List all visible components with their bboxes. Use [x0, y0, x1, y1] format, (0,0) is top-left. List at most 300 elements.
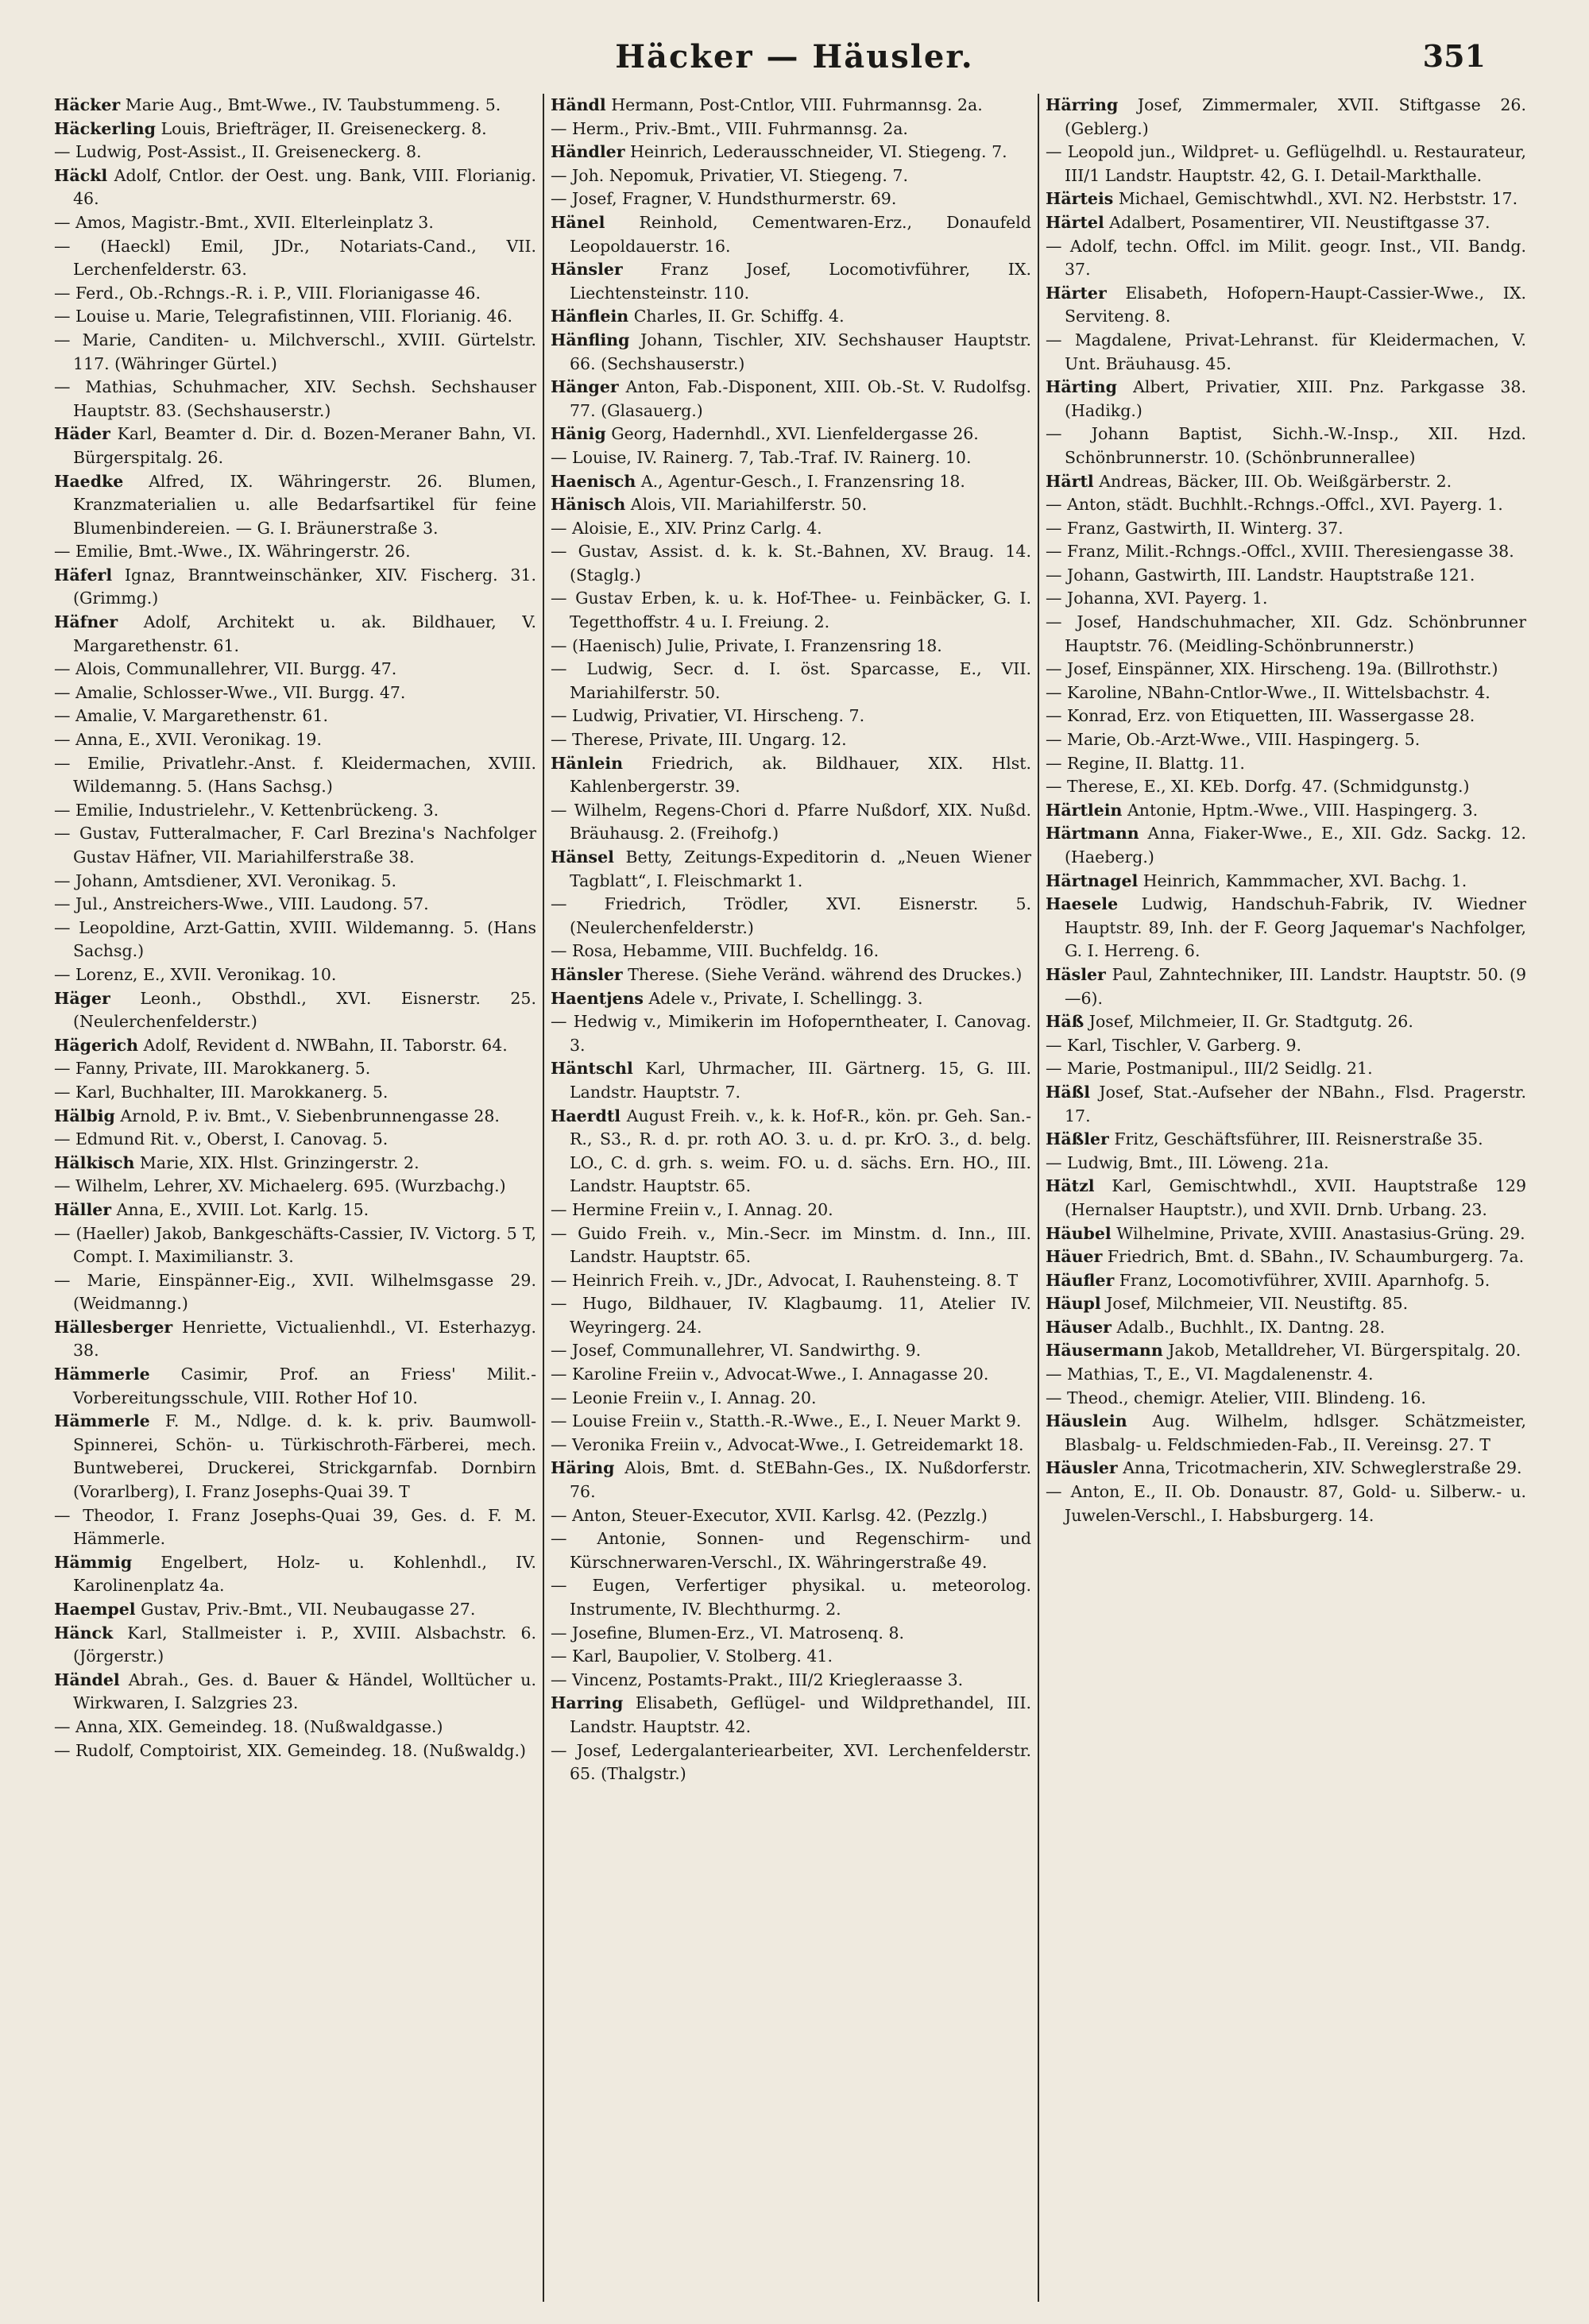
directory-entry — [1046, 376, 1526, 423]
entry-text: — Edmund Rit. v., Oberst, I. Canovag. 5. — [54, 1129, 389, 1149]
directory-entry — [551, 540, 1031, 587]
entry-text: — Ludwig, Privatier, VI. Hirscheng. 7. — [551, 706, 865, 726]
entry-text: — Josef, Ledergalanteriearbeiter, XVI. Lerchenfelderstr. 65. (Thalgstr.) — [551, 1740, 1031, 1784]
directory-entry — [54, 1128, 536, 1152]
entry-text: — Lorenz, E., XVII. Veronikag. 10. — [54, 964, 337, 984]
entry-surname: Härteis — [1046, 189, 1114, 209]
entry-surname: Häubel — [1046, 1223, 1112, 1243]
directory-entry — [551, 1739, 1031, 1786]
entry-surname: Hätzl — [1046, 1176, 1095, 1196]
entry-text: Franz Josef, Locomotivführer, IX. Liechtensteinstr. 110. — [570, 260, 1031, 303]
directory-entry — [551, 728, 1031, 752]
directory-entry — [551, 446, 1031, 470]
directory-entry — [551, 1339, 1031, 1363]
entry-text: — (Haeller) Jakob, Bankgeschäfts-Cassier, IV. Victorg. 5 T, Compt. I. Maximilianstr. 3. — [54, 1223, 536, 1267]
directory-entry — [1046, 1245, 1526, 1269]
entry-text: — Konrad, Erz. von Etiquetten, III. Wassergasse 28. — [1046, 706, 1475, 726]
entry-surname: Härtmann — [1046, 824, 1139, 844]
directory-entry — [54, 1057, 536, 1081]
entry-text: — Jul., Anstreichers-Wwe., VIII. Laudong. 57. — [54, 894, 429, 914]
directory-entry — [551, 1692, 1031, 1739]
entry-text: Gustav, Priv.-Bmt., VII. Neubaugasse 27. — [135, 1600, 476, 1619]
entry-surname: Händel — [54, 1670, 120, 1689]
directory-entry — [551, 1199, 1031, 1222]
entry-text: — Johann Baptist, Sichh.-W.-Insp., XII. Hzd. Schönbrunnerstr. 10. (Schönbrunnerallee) — [1046, 424, 1526, 467]
directory-entry — [551, 1622, 1031, 1646]
directory-entry — [54, 1152, 536, 1176]
directory-entry — [54, 893, 536, 917]
directory-entry — [1046, 141, 1526, 187]
entry-surname: Häferl — [54, 565, 113, 585]
directory-entry — [54, 470, 536, 541]
entry-text: Johann, Tischler, XIV. Sechshauser Hauptstr. 66. (Sechshauserstr.) — [570, 330, 1031, 373]
entry-surname: Händler — [551, 142, 625, 162]
directory-entry — [54, 376, 536, 423]
entry-text: — Adolf, techn. Offcl. im Milit. geogr. Inst., VII. Bandg. 37. — [1046, 236, 1526, 280]
entry-text: — Anna, E., XVII. Veronikag. 19. — [54, 730, 322, 750]
entry-text: Josef, Zimmermaler, XVII. Stiftgasse 26. (Geblerg.) — [1065, 95, 1526, 138]
entry-text: — Eugen, Verfertiger physikal. u. meteorolog. Instrumente, IV. Blechthurmg. 2. — [551, 1576, 1031, 1619]
directory-entry — [551, 1574, 1031, 1621]
entry-surname: Häntschl — [551, 1059, 633, 1079]
entry-text: — Joh. Nepomuk, Privatier, VI. Stiegeng. 7. — [551, 165, 908, 185]
directory-entry — [54, 282, 536, 306]
entry-text: Adolf, Architekt u. ak. Bildhauer, V. Margarethenstr. 61. — [73, 612, 536, 655]
directory-entry — [551, 1105, 1031, 1199]
directory-entry — [1046, 1057, 1526, 1081]
directory-entry — [551, 1269, 1031, 1293]
entry-text: — Rosa, Hebamme, VIII. Buchfeldg. 16. — [551, 941, 880, 961]
entry-text: — Therese, Private, III. Ungarg. 12. — [551, 730, 847, 750]
entry-surname: Härtel — [1046, 212, 1104, 232]
directory-entry — [1046, 1128, 1526, 1152]
directory-entry — [1046, 587, 1526, 611]
entry-text: — Louise Freiin v., Statth.-R.-Wwe., E., I. Neuer Markt 9. — [551, 1411, 1022, 1431]
entry-text: — Hedwig v., Mimikerin im Hofoperntheater, I. Canovag. 3. — [551, 1012, 1031, 1055]
directory-entry — [1046, 681, 1526, 705]
entry-text: Wilhelmine, Private, XVIII. Anastasius-Grüng. 29. — [1111, 1223, 1525, 1243]
entry-surname: Häfner — [54, 612, 118, 632]
entry-text: — Amalie, V. Margarethenstr. 61. — [54, 706, 329, 726]
directory-entry — [551, 752, 1031, 799]
entry-text: — Friedrich, Trödler, XVI. Eisnerstr. 5. (Neulerchenfelderstr.) — [551, 894, 1031, 937]
entry-surname: Hänel — [551, 212, 605, 232]
entry-text: — Karoline, NBahn-Cntlor-Wwe., II. Wittelsbachstr. 4. — [1046, 682, 1490, 702]
entry-surname: Hänlein — [551, 753, 624, 773]
directory-entry — [1046, 470, 1526, 494]
directory-entry — [54, 728, 536, 752]
entry-text: Anna, Fiaker-Wwe., E., XII. Gdz. Sackg. 12. (Haeberg.) — [1065, 824, 1526, 867]
entry-text: Marie, XIX. Hlst. Grinzingerstr. 2. — [134, 1152, 419, 1172]
directory-entry — [54, 1269, 536, 1316]
entry-text: — Regine, II. Blattg. 11. — [1046, 753, 1245, 773]
entry-text: — Fanny, Private, III. Marokkanerg. 5. — [54, 1059, 371, 1079]
entry-text: Hermann, Post-Cntlor, VIII. Fuhrmannsg. 2a. — [605, 95, 983, 114]
entry-text: — Emilie, Bmt.-Wwe., IX. Währingerstr. 26. — [54, 542, 411, 562]
directory-entry — [551, 893, 1031, 940]
page-header — [0, 30, 1589, 86]
directory-entry — [1046, 1480, 1526, 1527]
entry-text: — Herm., Priv.-Bmt., VIII. Fuhrmannsg. 2a. — [551, 118, 908, 138]
entry-text: Jakob, Metalldreher, VI. Bürgerspitalg. 20. — [1162, 1341, 1521, 1361]
entry-text: — Ferd., Ob.-Rchngs.-R. i. P., VIII. Florianigasse 46. — [54, 283, 481, 303]
entry-text: Heinrich, Kammmacher, XVI. Bachg. 1. — [1138, 871, 1467, 890]
directory-entry — [551, 493, 1031, 517]
directory-entry — [1046, 1387, 1526, 1411]
entry-surname: Häuer — [1046, 1247, 1103, 1267]
entry-text: August Freih. v., k. k. Hof-R., kön. pr. Geh. San.-R., S3., R. d. pr. roth AO. 3. u. d. pr. KrO. 3., d. belg. LO., C. d. grh. s. weim. FO. u. d. sächs. Ern. HO., III. Landstr. Hauptstr. 65. — [570, 1106, 1031, 1196]
directory-entry — [1046, 1081, 1526, 1128]
directory-entry — [1046, 1410, 1526, 1457]
directory-entry — [1046, 799, 1526, 823]
entry-text: — Gustav, Assist. d. k. k. St.-Bahnen, XV. Braug. 14. (Staglg.) — [551, 542, 1031, 585]
directory-entry — [551, 799, 1031, 846]
directory-entry — [1046, 211, 1526, 235]
entry-surname: Häuser — [1046, 1317, 1112, 1337]
entry-surname: Härtnagel — [1046, 871, 1139, 890]
directory-entry — [54, 987, 536, 1034]
entry-text: Josef, Milchmeier, VII. Neustiftg. 85. — [1100, 1294, 1409, 1314]
directory-entry — [54, 1716, 536, 1739]
entry-surname: Haenisch — [551, 471, 636, 491]
directory-entry — [54, 1175, 536, 1199]
entry-surname: Härtl — [1046, 471, 1094, 491]
directory-entry — [1046, 282, 1526, 329]
entry-text: Elisabeth, Geflügel- und Wildprethandel, III. Landstr. Hauptstr. 42. — [570, 1693, 1031, 1736]
entry-text: — Theod., chemigr. Atelier, VIII. Blindeng. 16. — [1046, 1388, 1426, 1407]
entry-text: Casimir, Prof. an Friess' Milit.-Vorbereitungsschule, VIII. Rother Hof 10. — [73, 1365, 536, 1407]
entry-text: — Josef, Communallehrer, VI. Sandwirthg. 9. — [551, 1341, 922, 1361]
entry-surname: Hänflein — [551, 307, 629, 326]
entry-text: — Wilhelm, Lehrer, XV. Michaelerg. 695. (Wurzbachg.) — [54, 1176, 506, 1196]
directory-entry — [54, 1034, 536, 1058]
entry-text: Andreas, Bäcker, III. Ob. Weißgärberstr. 2. — [1093, 471, 1452, 491]
entry-text: Albert, Privatier, XIII. Pnz. Parkgasse 38. (Hadikg.) — [1065, 377, 1526, 420]
entry-surname: Häßl — [1046, 1082, 1091, 1102]
directory-entry — [1046, 187, 1526, 211]
entry-surname: Häckerling — [54, 118, 156, 138]
directory-entry — [551, 94, 1031, 118]
directory-entry — [551, 1645, 1031, 1669]
directory-entry — [551, 164, 1031, 188]
entry-surname: Hägerich — [54, 1035, 139, 1055]
directory-entry — [1046, 564, 1526, 588]
column-left — [48, 94, 543, 2302]
entry-text: — Louise u. Marie, Telegrafistinnen, VIII. Florianig. 46. — [54, 307, 513, 326]
directory-entry — [1046, 1175, 1526, 1222]
entry-surname: Händl — [551, 95, 606, 114]
entry-text: — Veronika Freiin v., Advocat-Wwe., I. Getreidemarkt 18. — [551, 1434, 1024, 1454]
entry-text: Marie Aug., Bmt-Wwe., IV. Taubstummeng. 5. — [120, 95, 501, 114]
entry-text: — Aloisie, E., XIV. Prinz Carlg. 4. — [551, 518, 822, 538]
entry-text: Adolf, Cntlor. der Oest. ung. Bank, VIII. Florianig. 46. — [73, 165, 536, 209]
directory-entry — [54, 1199, 536, 1222]
directory-entry — [1046, 493, 1526, 517]
entry-surname: Häßler — [1046, 1129, 1109, 1149]
entry-surname: Härtlein — [1046, 800, 1123, 820]
entry-text: Anna, Tricotmacherin, XIV. Schweglerstraße 29. — [1117, 1458, 1522, 1478]
page-title: Häcker — Häusler. — [615, 38, 974, 75]
directory-entry — [551, 118, 1031, 141]
entry-surname: Hämmerle — [54, 1365, 150, 1384]
entry-text: Alois, Bmt. d. StEBahn-Ges., IX. Nußdorferstr. 76. — [570, 1458, 1031, 1502]
directory-entry — [54, 1410, 536, 1504]
entry-surname: Hänfling — [551, 330, 630, 349]
entry-surname: Hänsel — [551, 847, 614, 867]
entry-text: — Magdalene, Privat-Lehranst. für Kleidermachen, V. Unt. Bräuhausg. 45. — [1046, 330, 1526, 373]
entry-text: Franz, Locomotivführer, XVIII. Aparnhofg. 5. — [1114, 1270, 1490, 1290]
entry-surname: Haentjens — [551, 988, 644, 1008]
entry-text: Therese. (Siehe Veränd. während des Druckes.) — [622, 964, 1023, 984]
entry-text: Ludwig, Handschuh-Fabrik, IV. Wiedner Hauptstr. 89, Inh. der F. Georg Jaquemar's Nachfolger, G. I. Herreng. 6. — [1065, 894, 1526, 961]
entry-text: — Amos, Magistr.-Bmt., XVII. Elterleinplatz 3. — [54, 212, 434, 232]
entry-text: — Marie, Postmanipul., III/2 Seidlg. 21. — [1046, 1059, 1373, 1079]
directory-entry — [551, 1504, 1031, 1528]
directory-entry — [54, 681, 536, 705]
entry-text: Alois, VII. Mariahilferstr. 50. — [625, 495, 868, 515]
directory-entry — [54, 1504, 536, 1551]
entry-text: — Johann, Gastwirth, III. Landstr. Hauptstraße 121. — [1046, 565, 1475, 585]
directory-entry — [54, 1551, 536, 1598]
entry-surname: Hälbig — [54, 1106, 115, 1125]
directory-entry — [54, 1316, 536, 1363]
directory-entry — [551, 1363, 1031, 1387]
entry-surname: Häring — [551, 1458, 615, 1478]
directory-entry — [1046, 1292, 1526, 1316]
entry-text: — Antonie, Sonnen- und Regenschirm- und Kürschnerwaren-Verschl., IX. Währingerstraße 49. — [551, 1529, 1031, 1572]
page-number: 351 — [1422, 38, 1486, 74]
entry-text: Elisabeth, Hofopern-Haupt-Cassier-Wwe., IX. Serviteng. 8. — [1065, 283, 1526, 326]
directory-entry — [54, 1622, 536, 1669]
entry-text: Abrah., Ges. d. Bauer & Händel, Wolltücher u. Wirkwaren, I. Salzgries 23. — [73, 1670, 536, 1713]
entry-text: — Hermine Freiin v., I. Annag. 20. — [551, 1199, 833, 1219]
entry-text: Alfred, IX. Währingerstr. 26. Blumen, Kranzmaterialien u. alle Bedarfsartikel für feine Blumenbindereien. — G. I. Bräunerstraße 3. — [73, 471, 536, 538]
entry-text: — Karl, Buchhalter, III. Marokkanerg. 5. — [54, 1082, 389, 1102]
entry-surname: Hällesberger — [54, 1317, 173, 1337]
directory-entry — [54, 1081, 536, 1105]
entry-text: — Alois, Communallehrer, VII. Burgg. 47. — [54, 659, 397, 679]
directory-entry — [551, 705, 1031, 728]
directory-entry — [1046, 94, 1526, 141]
entry-text: — Louise, IV. Rainerg. 7, Tab.-Traf. IV. Rainerg. 10. — [551, 447, 972, 467]
directory-entry — [54, 211, 536, 235]
directory-entry — [551, 1292, 1031, 1339]
entry-text: — Ludwig, Secr. d. I. öst. Sparcasse, E., VII. Mariahilferstr. 50. — [551, 659, 1031, 702]
entry-surname: Haedke — [54, 471, 124, 491]
directory-entry — [551, 1387, 1031, 1411]
entry-text: — Ludwig, Bmt., III. Löweng. 21a. — [1046, 1152, 1329, 1172]
entry-surname: Hänger — [551, 377, 619, 397]
entry-text: Josef, Milchmeier, II. Gr. Stadtgutg. 26. — [1084, 1012, 1413, 1032]
directory-entry — [54, 564, 536, 611]
directory-entry — [551, 1457, 1031, 1504]
entry-text: — Karl, Baupolier, V. Stolberg. 41. — [551, 1646, 833, 1666]
directory-entry — [54, 94, 536, 118]
directory-entry — [54, 705, 536, 728]
entry-text: Betty, Zeitungs-Expeditorin d. „Neuen Wiener Tagblatt“, I. Fleischmarkt 1. — [570, 847, 1031, 890]
directory-entry — [551, 141, 1031, 164]
entry-text: — Marie, Ob.-Arzt-Wwe., VIII. Haspingerg. 5. — [1046, 730, 1421, 750]
directory-entry — [1046, 963, 1526, 1010]
directory-entry — [54, 1222, 536, 1269]
directory-entry — [551, 517, 1031, 541]
directory-entry — [1046, 893, 1526, 963]
directory-entry — [1046, 870, 1526, 894]
entry-text: — (Haenisch) Julie, Private, I. Franzensring 18. — [551, 635, 942, 655]
directory-entry — [551, 258, 1031, 305]
directory-entry — [1046, 235, 1526, 282]
entry-text: — Karoline Freiin v., Advocat-Wwe., I. Annagasse 20. — [551, 1365, 989, 1384]
entry-text: Charles, II. Gr. Schiffg. 4. — [628, 307, 845, 326]
entry-text: — Marie, Canditen- u. Milchverschl., XVIII. Gürtelstr. 117. (Währinger Gürtel.) — [54, 330, 536, 373]
directory-entry — [551, 1410, 1031, 1434]
entry-surname: Häuslein — [1046, 1411, 1127, 1431]
directory-entry — [551, 1222, 1031, 1269]
directory-entry — [1046, 1222, 1526, 1246]
directory-entry — [54, 1363, 536, 1410]
directory-entry — [54, 963, 536, 987]
directory-entry — [54, 164, 536, 211]
directory-entry — [54, 305, 536, 329]
entry-surname: Harring — [551, 1693, 624, 1713]
entry-text: — Anton, Steuer-Executor, XVII. Karlsg. 42. (Pezzlg.) — [551, 1505, 988, 1525]
entry-text: F. M., Ndlge. d. k. k. priv. Baumwoll-Spinnerei, Schön- u. Türkischroth-Färberei, mech. Buntweberei, Druckerei, Strickgarnfab. Dornbirn (Vorarlberg), I. Franz Josephs-Quai 39. T — [73, 1411, 536, 1502]
entry-text: — Mathias, Schuhmacher, XIV. Sechsh. Sechshauser Hauptstr. 83. (Sechshauserstr.) — [54, 377, 536, 420]
entry-text: — Josef, Fragner, V. Hundsthurmerstr. 69. — [551, 189, 897, 209]
directory-columns — [48, 94, 1533, 2302]
entry-text: Karl, Beamter d. Dir. d. Bozen-Meraner Bahn, VI. Bürgerspitalg. 26. — [73, 424, 536, 467]
entry-surname: Häger — [54, 988, 110, 1008]
directory-entry — [54, 822, 536, 869]
directory-entry — [1046, 517, 1526, 541]
entry-text: Adalbert, Posamentirer, VII. Neustiftgasse 37. — [1104, 212, 1490, 232]
entry-text: — (Haeckl) Emil, JDr., Notariats-Cand., VII. Lerchenfelderstr. 63. — [54, 236, 536, 280]
entry-text: — Anton, E., II. Ob. Donaustr. 87, Gold- u. Silberw.- u. Juwelen-Verschl., I. Habsburgerg. 14. — [1046, 1482, 1526, 1525]
directory-entry — [1046, 822, 1526, 869]
entry-surname: Häusler — [1046, 1458, 1118, 1478]
directory-entry — [54, 540, 536, 564]
entry-surname: Häß — [1046, 1012, 1084, 1032]
entry-text: Adolf, Revident d. NWBahn, II. Taborstr. 64. — [138, 1035, 508, 1055]
entry-surname: Härring — [1046, 95, 1119, 114]
directory-entry — [551, 305, 1031, 329]
directory-entry — [54, 752, 536, 799]
directory-entry — [551, 587, 1031, 634]
entry-surname: Häufler — [1046, 1270, 1115, 1290]
directory-entry — [1046, 775, 1526, 799]
entry-text: Arnold, P. iv. Bmt., V. Siebenbrunnengasse 28. — [114, 1106, 500, 1125]
entry-text: — Emilie, Privatlehr.-Anst. f. Kleidermachen, XVIII. Wildemanng. 5. (Hans Sachsg.) — [54, 753, 536, 797]
entry-text: — Leonie Freiin v., I. Annag. 20. — [551, 1388, 817, 1407]
entry-text: — Therese, E., XI. KEb. Dorfg. 47. (Schmidgunstg.) — [1046, 777, 1470, 797]
directory-entry — [1046, 1269, 1526, 1293]
entry-text: — Josefine, Blumen-Erz., VI. Matrosenq. 8. — [551, 1623, 905, 1643]
directory-entry — [551, 940, 1031, 963]
entry-surname: Härting — [1046, 377, 1117, 397]
entry-surname: Haesele — [1046, 894, 1119, 914]
directory-entry — [1046, 423, 1526, 469]
entry-text: — Franz, Gastwirth, II. Winterg. 37. — [1046, 518, 1343, 538]
entry-text: Karl, Gemischtwhdl., XVII. Hauptstraße 129 (Hernalser Hauptstr.), und XVII. Drnb. Urbang. 23. — [1065, 1176, 1526, 1219]
directory-entry — [551, 1057, 1031, 1104]
directory-entry — [551, 658, 1031, 705]
entry-text: — Theodor, I. Franz Josephs-Quai 39, Ges. d. F. M. Hämmerle. — [54, 1505, 536, 1549]
directory-entry — [551, 1434, 1031, 1457]
entry-text: — Johann, Amtsdiener, XVI. Veronikag. 5. — [54, 871, 397, 890]
entry-surname: Hänsler — [551, 260, 623, 280]
entry-text: — Wilhelm, Regens-Chori d. Pfarre Nußdorf, XIX. Nußd. Bräuhausg. 2. (Freihofg.) — [551, 800, 1031, 844]
entry-surname: Häupl — [1046, 1294, 1101, 1314]
directory-entry — [551, 211, 1031, 258]
directory-entry — [1046, 1034, 1526, 1058]
directory-entry — [551, 423, 1031, 446]
directory-entry — [1046, 1152, 1526, 1176]
directory-entry — [1046, 1010, 1526, 1034]
directory-entry — [54, 423, 536, 469]
entry-text: — Ludwig, Post-Assist., II. Greiseneckerg. 8. — [54, 142, 422, 162]
entry-surname: Hänsler — [551, 964, 623, 984]
entry-text: — Mathias, T., E., VI. Magdalenenstr. 4. — [1046, 1365, 1374, 1384]
entry-surname: Häcker — [54, 95, 121, 114]
directory-entry — [1046, 1316, 1526, 1340]
entry-surname: Hänig — [551, 424, 606, 444]
directory-entry — [551, 635, 1031, 658]
entry-text: Ignaz, Branntweinschänker, XIV. Fischerg. 31. (Grimmg.) — [73, 565, 536, 608]
directory-entry — [54, 141, 536, 164]
directory-entry — [551, 963, 1031, 987]
entry-text: Karl, Uhrmacher, III. Gärtnerg. 15, G. III. Landstr. Hauptstr. 7. — [570, 1059, 1031, 1102]
directory-entry — [54, 1105, 536, 1129]
entry-surname: Hälkisch — [54, 1152, 135, 1172]
directory-entry — [551, 376, 1031, 423]
directory-entry — [551, 329, 1031, 376]
entry-text: — Hugo, Bildhauer, IV. Klagbaumg. 11, Atelier IV. Weyringerg. 24. — [551, 1294, 1031, 1337]
directory-entry — [1046, 658, 1526, 681]
entry-text: — Anton, städt. Buchhlt.-Rchngs.-Offcl., XVI. Payerg. 1. — [1046, 495, 1503, 515]
entry-text: Adalb., Buchhlt., IX. Dantng. 28. — [1111, 1317, 1386, 1337]
directory-entry — [54, 870, 536, 894]
entry-text: Anton, Fab.-Disponent, XIII. Ob.-St. V. Rudolfsg. 77. (Glasauerg.) — [570, 377, 1031, 420]
entry-text: — Heinrich Freih. v., JDr., Advocat, I. Rauhensteing. 8. T — [551, 1270, 1019, 1290]
directory-entry — [54, 1598, 536, 1622]
entry-text: — Johanna, XVI. Payerg. 1. — [1046, 589, 1268, 608]
entry-text: Engelbert, Holz- u. Kohlenhdl., IV. Karolinenplatz 4a. — [73, 1552, 536, 1596]
entry-text: — Leopoldine, Arzt-Gattin, XVIII. Wildemanng. 5. (Hans Sachsg.) — [54, 917, 536, 961]
entry-text: — Josef, Einspänner, XIX. Hirscheng. 19a. (Billrothstr.) — [1046, 659, 1498, 679]
directory-entry — [54, 329, 536, 376]
directory-entry — [1046, 329, 1526, 376]
directory-entry — [551, 987, 1031, 1011]
entry-text: Josef, Stat.-Aufseher der NBahn., Flsd. Pragerstr. 17. — [1065, 1082, 1526, 1125]
entry-text: Reinhold, Cementwaren-Erz., Donaufeld Leopoldauerstr. 16. — [570, 212, 1031, 256]
column-right — [1038, 94, 1533, 2302]
entry-text: — Josef, Handschuhmacher, XII. Gdz. Schönbrunner Hauptstr. 76. (Meidling-Schönbrunnerstr.) — [1046, 612, 1526, 655]
entry-text: Heinrich, Lederausschneider, VI. Stiegeng. 7. — [624, 142, 1007, 162]
directory-entry — [54, 1669, 536, 1716]
directory-entry — [551, 470, 1031, 494]
directory-entry — [551, 187, 1031, 211]
entry-text: Louis, Briefträger, II. Greiseneckerg. 8. — [156, 118, 487, 138]
entry-text: — Gustav Erben, k. u. k. Hof-Thee- u. Feinbäcker, G. I. Tegetthoffstr. 4 u. I. Freiung. 2. — [551, 589, 1031, 632]
directory-entry — [551, 1669, 1031, 1693]
directory-entry — [1046, 1457, 1526, 1480]
directory-entry — [551, 846, 1031, 893]
directory-entry — [1046, 705, 1526, 728]
entry-surname: Häusermann — [1046, 1341, 1163, 1361]
entry-text: — Amalie, Schlosser-Wwe., VII. Burgg. 47. — [54, 682, 406, 702]
entry-text: Antonie, Hptm.-Wwe., VIII. Haspingerg. 3. — [1122, 800, 1479, 820]
entry-text: Leonh., Obsthdl., XVI. Eisnerstr. 25. (Neulerchenfelderstr.) — [73, 988, 536, 1032]
